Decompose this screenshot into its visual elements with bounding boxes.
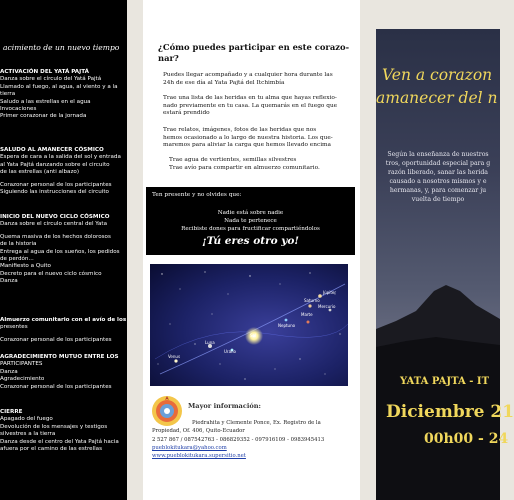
reminder-intro: Ten presente y no olvides que: — [152, 192, 242, 198]
agenda-item: Llamado al fuego, al agua, al viento y a la — [0, 83, 118, 90]
agenda-section — [0, 317, 127, 344]
agenda-item: Danza — [0, 368, 18, 375]
reminder-line-1: Nadie está sobre nadie — [217, 210, 284, 216]
agenda-item: Saludo a las estrellas en el agua — [0, 98, 91, 105]
agenda-item: Danza sobre el circulo central del Yata — [0, 221, 107, 228]
event-place: YATA PAJTA - IT — [400, 376, 490, 387]
agenda-section-heading: AGRADECIMIENTO MUTUO ENTRE LOS — [0, 354, 119, 360]
agenda-section — [0, 147, 127, 196]
label-saturn: Saturno — [304, 298, 320, 303]
label-mercury: Mercurio — [318, 304, 336, 309]
agenda-item: Devolución de los mensajes y testigos — [0, 423, 108, 430]
agenda-section-heading: CIERRE — [0, 409, 23, 415]
paragraph-list: Trae una lista de las heridas en tu alma que hayas reflexio- nado previamente en tu casa. La quemarás en el fuego que estará prendido — [163, 95, 338, 117]
agenda-item: presentes — [0, 324, 28, 331]
label-neptune: Neptuno — [278, 323, 296, 328]
agenda-item: de perdón... — [0, 256, 34, 263]
agenda-item: Corazonar personal de los participantes — [0, 383, 112, 390]
agenda-section — [0, 214, 127, 286]
reminder-box — [146, 187, 355, 255]
label-jupiter: Júpiter — [323, 290, 337, 295]
reminder-motto: ¡Tú eres otro yo! — [202, 235, 299, 247]
planetary-sky-image — [150, 264, 348, 386]
headline-line-1: Ven a corazon — [382, 66, 493, 84]
cover-panel — [376, 29, 514, 500]
contact-label: Mayor información: — [188, 402, 261, 410]
contact-address-1: Piedrahita y Clemente Ponce, Ex. Registro de la — [192, 420, 321, 426]
reminder-line-3: Recibiste dones para fructificar compartiéndolos — [181, 226, 320, 232]
agenda-item: de las estrellas (anti albazo) — [0, 169, 80, 176]
contact-address-2: Propiedad, Of. 406, Quito-Ecuador — [152, 428, 245, 434]
paragraph-water: Trae agua de vertientes, semillas silvestres Trae avío para compartir en almuerzo comunitario. — [169, 157, 320, 171]
agenda-section — [0, 354, 127, 391]
agenda-item: Corazonar personal de los participantes — [0, 336, 112, 343]
event-date: Diciembre 21 — [386, 402, 514, 422]
contact-website-link[interactable]: www.pueblokitukara.supersitio.net — [152, 453, 246, 459]
agenda-section-heading: SALUDO AL AMANECER CÓSMICO — [0, 147, 104, 153]
agenda-item: Quema masiva de los hechos dolorosos — [0, 233, 111, 240]
agenda-item: Primer corazonar de la jornada — [0, 113, 87, 120]
agenda-item: Invocaciones — [0, 106, 37, 113]
paragraph-arrival: Puedes llegar acompañado y a cualquier hora durante las 24h de ese día al Yata Pajtá del Itchimbía — [163, 72, 333, 86]
label-mars: Marte — [301, 312, 313, 317]
agenda-item: afuera por el camino de las estrellas — [0, 446, 103, 453]
agenda-item: tierra — [0, 91, 16, 98]
agenda-item: Manifiesto a Quito — [0, 263, 51, 270]
agenda-section-heading: Almuerzo comunitario con el avío de los — [0, 317, 127, 323]
participation-question: ¿Cómo puedes participar en este corazo- nar? — [158, 42, 350, 63]
agenda-item: silvestres a la tierra — [0, 431, 56, 438]
agenda-item: Danza sobre el círculo del Yatá Pajtá — [0, 76, 102, 83]
agenda-item: Danza — [0, 278, 18, 285]
cover-body: Según la enseñanza de nuestros tros, oportunidad especial para g razón liberado, sanar las herida causado a nosotros mismos y e hermanas, y, para comenzar ju vuelta de tiempo — [385, 151, 491, 203]
agenda-item: PARTICIPANTES — [0, 361, 43, 368]
label-venus: Venus — [168, 354, 181, 359]
agenda-section-heading: ACTIVACIÓN DEL YATÁ PAJTÁ — [0, 69, 89, 75]
agenda-item: de la historia — [0, 241, 37, 248]
agenda-title: acimiento de un nuevo tiempo — [3, 43, 120, 52]
event-hours: 00h00 - 24 — [424, 431, 509, 447]
contact-info — [146, 393, 356, 473]
paragraph-stories: Trae relatos, imágenes, fotos de las heridas que nos hemos ocasionado a lo largo de nuestra historia. Los que- maremos para aliviar la carga que hemos llevado encima — [163, 127, 333, 149]
agenda-item: Apagado del fuego — [0, 416, 53, 423]
contact-email-link[interactable]: pueblokitukara@yahoo.com — [152, 445, 227, 451]
contact-phones: 2 527 867 / 087542763 - 086829352 - 097916109 - 0983945413 — [152, 437, 325, 443]
agenda-section — [0, 409, 127, 453]
agenda-item: Espera de cara a la salida del sol y entrada — [0, 154, 121, 161]
agenda-item: Agradecimiento — [0, 376, 45, 383]
label-moon: Luna — [205, 340, 215, 345]
agenda-item: Corazonar personal de los participantes — [0, 181, 112, 188]
label-uranus: Urano — [224, 349, 237, 354]
agenda-item: al Yata Pajtá danzando sobre el circuito — [0, 161, 110, 168]
agenda-item: Entrega al agua de los sueños, los pedidos — [0, 248, 120, 255]
agenda-item: Decreto para el nuevo ciclo cósmico — [0, 270, 102, 277]
agenda-item: Siguiendo las instrucciones del circuito — [0, 189, 109, 196]
headline-line-2: amanecer del n — [376, 89, 498, 107]
agenda-section — [0, 69, 127, 121]
agenda-section-heading: INICIO DEL NUEVO CICLO CÓSMICO — [0, 214, 110, 220]
label-sun: Sol — [250, 333, 257, 338]
agenda-item: Danza desde el centro del Yata Pajtá hacia — [0, 438, 119, 445]
agenda-panel — [0, 0, 127, 500]
reminder-line-2: Nada te pertenece — [224, 218, 277, 224]
organization-logo — [151, 395, 183, 427]
